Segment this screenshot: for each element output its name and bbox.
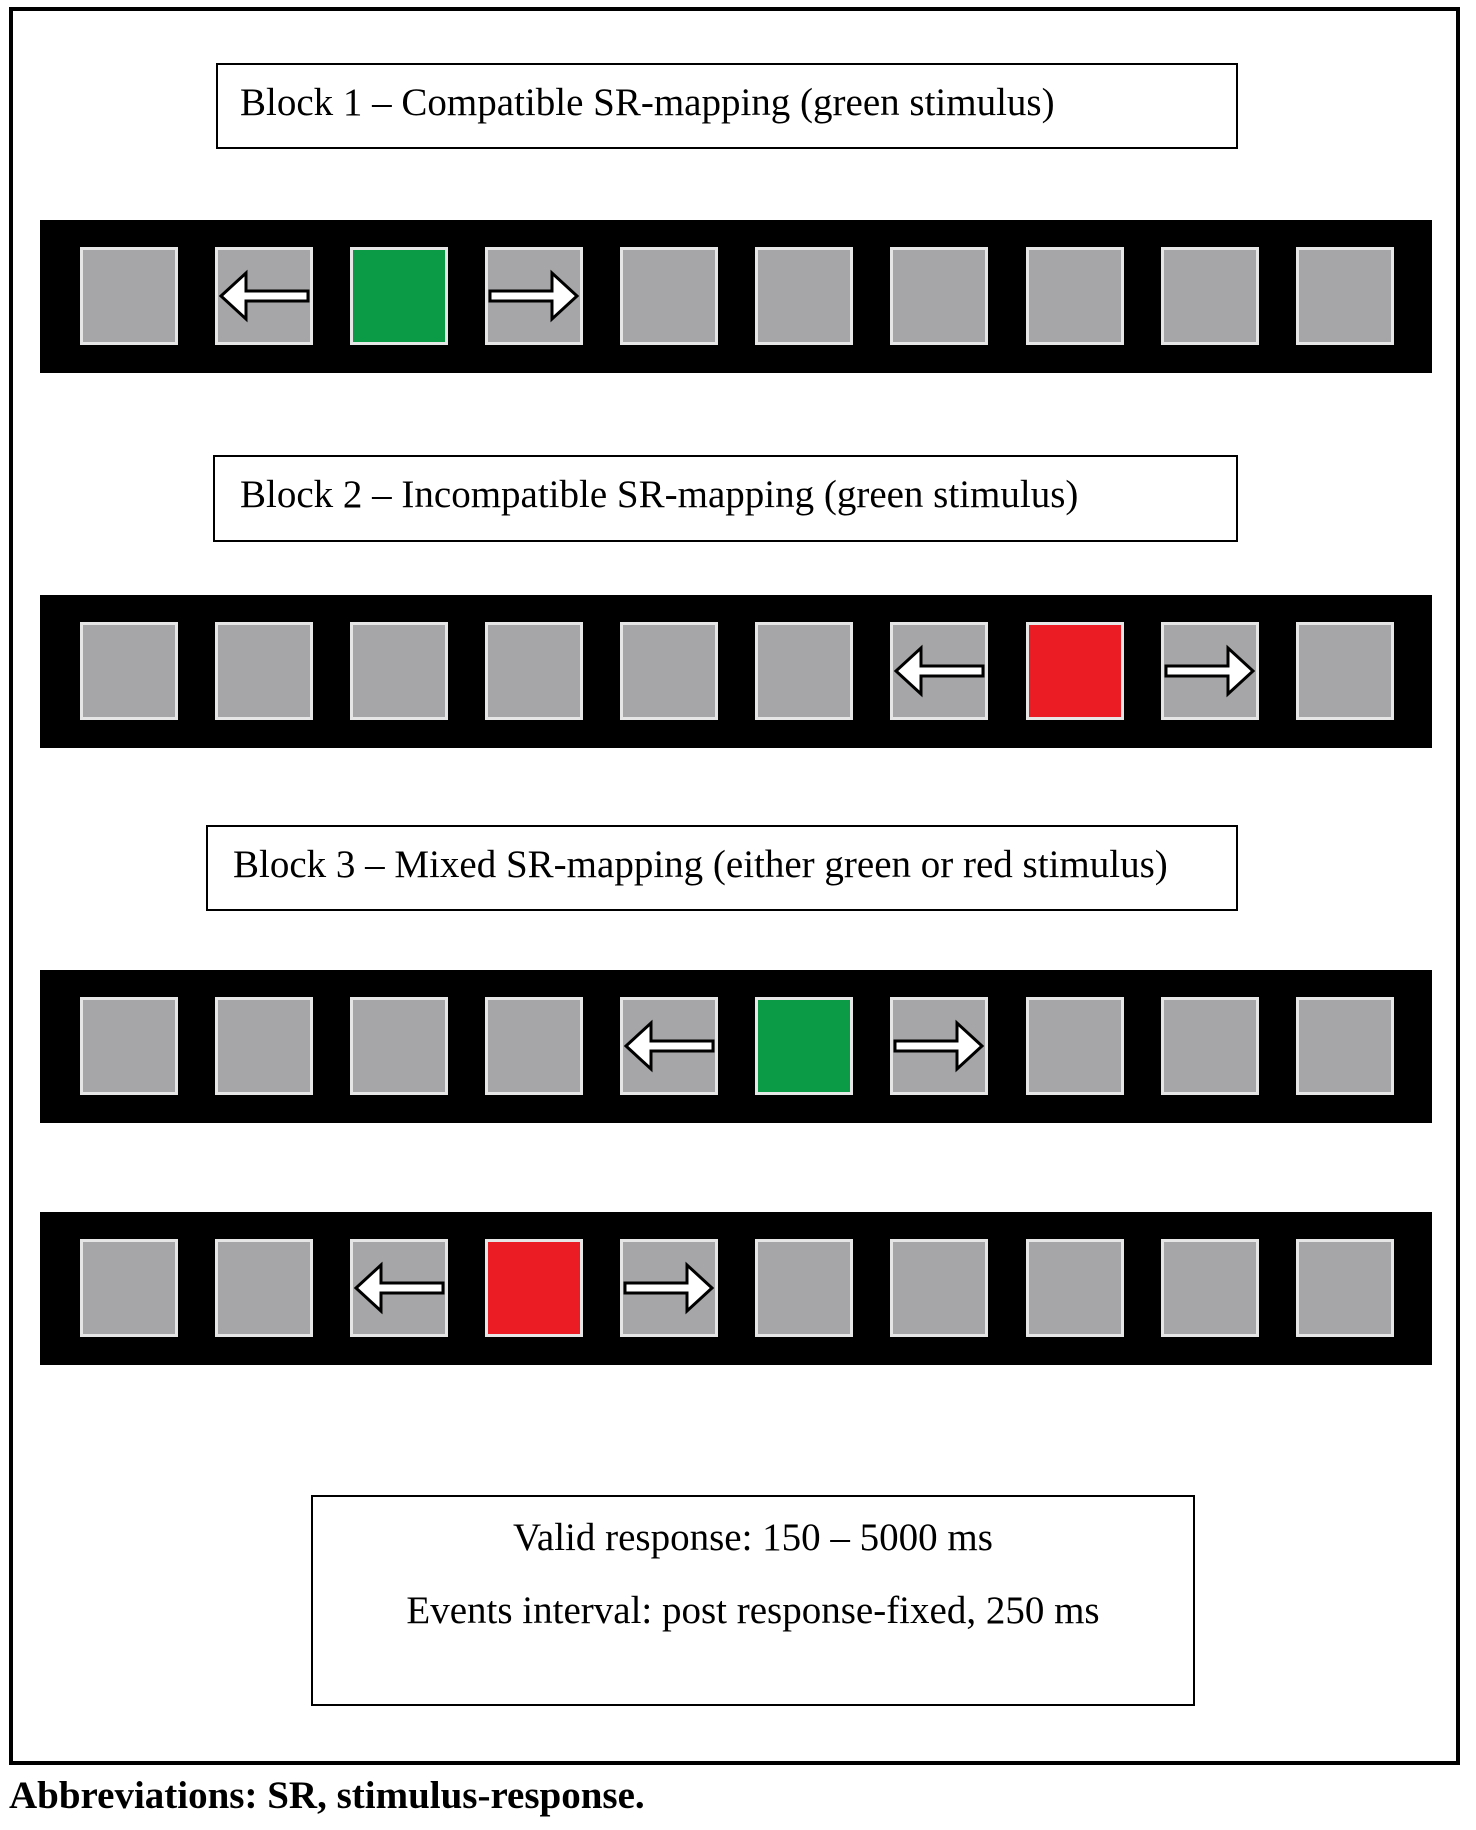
response-square-left: [350, 1239, 448, 1337]
gray-square: [1161, 997, 1259, 1095]
response-square-right: [620, 1239, 718, 1337]
red-stimulus-square: [1026, 622, 1124, 720]
block-2-label-box: [213, 455, 1238, 542]
events-interval-text: Events interval: post response-fixed, 250 ms: [406, 1589, 1100, 1632]
block-3-label: Block 3 – Mixed SR-mapping (either green or red stimulus): [233, 843, 1168, 886]
block-1-label: Block 1 – Compatible SR-mapping (green stimulus): [240, 81, 1055, 124]
gray-square: [215, 622, 313, 720]
gray-square: [890, 1239, 988, 1337]
gray-square: [80, 622, 178, 720]
arrow-right-icon: [893, 1000, 985, 1092]
response-square-right: [1161, 622, 1259, 720]
timing-info-box: [311, 1495, 1195, 1706]
gray-square: [350, 997, 448, 1095]
gray-square: [620, 622, 718, 720]
gray-square: [755, 622, 853, 720]
block-3-label-box: [206, 825, 1238, 911]
gray-square: [215, 997, 313, 1095]
stimulus-strip-2: [40, 595, 1432, 748]
arrow-right-icon: [623, 1242, 715, 1334]
block-1-label-box: [216, 63, 1238, 149]
gray-square: [755, 247, 853, 345]
arrow-left-icon: [893, 625, 985, 717]
response-square-left: [620, 997, 718, 1095]
gray-square: [1296, 1239, 1394, 1337]
gray-square: [890, 247, 988, 345]
response-square-left: [215, 247, 313, 345]
gray-square: [80, 247, 178, 345]
stimulus-strip-4: [40, 1212, 1432, 1365]
green-stimulus-square: [350, 247, 448, 345]
gray-square: [1026, 997, 1124, 1095]
gray-square: [755, 1239, 853, 1337]
block-2-label: Block 2 – Incompatible SR-mapping (green stimulus): [240, 473, 1079, 516]
gray-square: [620, 247, 718, 345]
gray-square: [1296, 247, 1394, 345]
gray-square: [1296, 997, 1394, 1095]
response-square-left: [890, 622, 988, 720]
arrow-left-icon: [353, 1242, 445, 1334]
stimulus-strip-3: [40, 970, 1432, 1123]
green-stimulus-square: [755, 997, 853, 1095]
gray-square: [1161, 247, 1259, 345]
gray-square: [80, 1239, 178, 1337]
gray-square: [485, 622, 583, 720]
gray-square: [80, 997, 178, 1095]
red-stimulus-square: [485, 1239, 583, 1337]
response-square-right: [890, 997, 988, 1095]
gray-square: [1161, 1239, 1259, 1337]
arrow-right-icon: [1164, 625, 1256, 717]
arrow-right-icon: [488, 250, 580, 342]
arrow-left-icon: [623, 1000, 715, 1092]
valid-response-text: Valid response: 150 – 5000 ms: [513, 1516, 993, 1559]
response-square-right: [485, 247, 583, 345]
gray-square: [485, 997, 583, 1095]
abbreviations-footnote: Abbreviations: SR, stimulus-response.: [9, 1774, 645, 1817]
gray-square: [1026, 247, 1124, 345]
gray-square: [1296, 622, 1394, 720]
stimulus-strip-1: [40, 220, 1432, 373]
gray-square: [350, 622, 448, 720]
gray-square: [215, 1239, 313, 1337]
gray-square: [1026, 1239, 1124, 1337]
arrow-left-icon: [218, 250, 310, 342]
